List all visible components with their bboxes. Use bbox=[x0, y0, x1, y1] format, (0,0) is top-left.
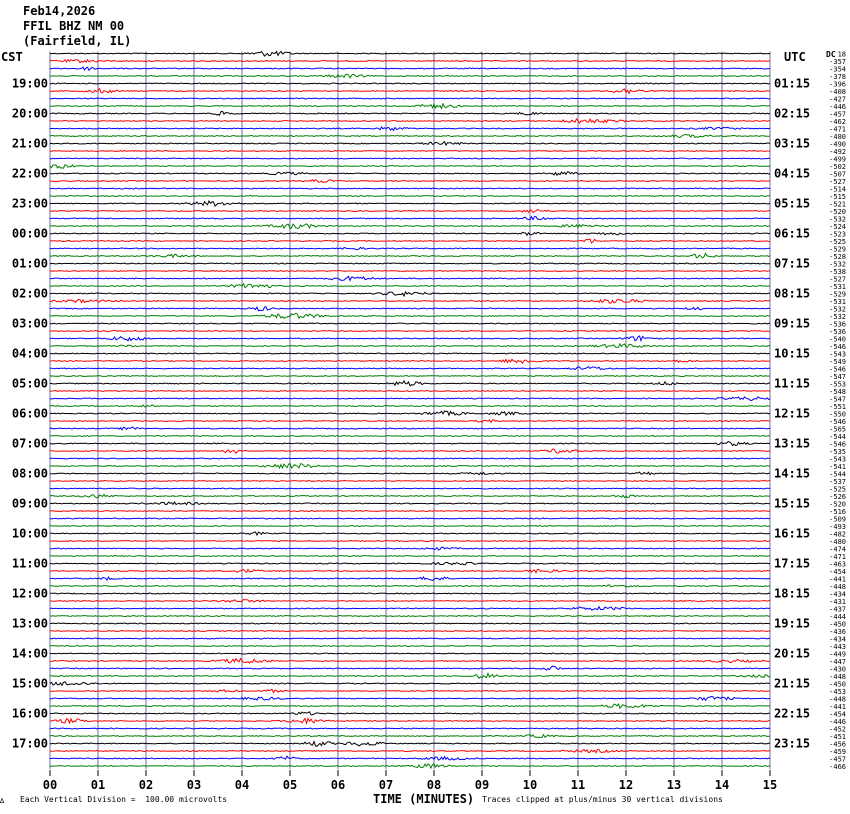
dc-offset-label: -480 bbox=[829, 133, 846, 141]
trace-line bbox=[50, 756, 770, 760]
trace-line bbox=[50, 217, 770, 220]
trace-line bbox=[50, 165, 770, 168]
dc-offset-label: -454 bbox=[829, 710, 846, 719]
right-time-label: 12:15 bbox=[774, 406, 811, 421]
trace-line bbox=[50, 271, 770, 272]
trace-line bbox=[50, 600, 770, 603]
trace-line bbox=[50, 653, 770, 654]
trace-line bbox=[50, 51, 770, 56]
right-time-label: 16:15 bbox=[774, 526, 811, 541]
trace-line bbox=[50, 436, 770, 437]
right-time-label: 20:15 bbox=[774, 646, 811, 661]
left-time-label: 20:00 bbox=[11, 106, 48, 121]
right-time-label: 03:15 bbox=[774, 136, 811, 151]
left-axis-title: CST bbox=[1, 50, 23, 64]
right-time-label: 15:15 bbox=[774, 496, 811, 511]
dc-offset-label: -450 bbox=[829, 620, 846, 629]
dc-offset-label: -531 bbox=[829, 283, 846, 291]
dc-offset-label: -431 bbox=[829, 598, 846, 606]
trace-line bbox=[50, 420, 770, 422]
dc-offset-label: -452 bbox=[829, 725, 846, 734]
trace-line bbox=[50, 353, 770, 354]
dc-offset-label: -448 bbox=[829, 695, 846, 704]
trace-line bbox=[50, 463, 770, 468]
left-time-label: 23:00 bbox=[11, 196, 48, 211]
right-time-label: 17:15 bbox=[774, 556, 811, 571]
right-time-label: 21:15 bbox=[774, 676, 811, 691]
dc-offset-labels bbox=[829, 51, 846, 772]
trace-line bbox=[50, 180, 770, 183]
trace-line bbox=[50, 518, 770, 519]
trace-line bbox=[50, 239, 770, 243]
dc-offset-label: -520 bbox=[829, 500, 846, 509]
dc-offset-label: -547 bbox=[829, 395, 846, 404]
dc-offset-label: -543 bbox=[829, 455, 846, 464]
x-tick-label: 07 bbox=[378, 778, 394, 792]
trace-line bbox=[50, 201, 770, 206]
dc-offset-label: -434 bbox=[829, 590, 846, 599]
trace-line bbox=[50, 313, 770, 318]
trace-line bbox=[50, 135, 770, 138]
dc-offset-label: -544 bbox=[829, 470, 846, 479]
dc-offset-title: DC bbox=[826, 50, 836, 59]
dc-offset-label: -521 bbox=[829, 200, 846, 209]
dc-offset-label: -541 bbox=[829, 463, 846, 471]
dc-offset-label: -450 bbox=[829, 680, 846, 689]
left-time-label: 02:00 bbox=[11, 286, 48, 301]
station-location: (Fairfield, IL) bbox=[23, 34, 132, 48]
dc-offset-label: -451 bbox=[829, 733, 846, 741]
dc-offset-label: -507 bbox=[829, 170, 846, 179]
dc-offset-label: -553 bbox=[829, 380, 846, 389]
trace-line bbox=[50, 427, 770, 430]
left-time-label: 15:00 bbox=[11, 676, 48, 691]
dc-offset-label: -532 bbox=[829, 215, 846, 224]
trace-line bbox=[50, 623, 770, 624]
x-tick-label: 03 bbox=[186, 778, 202, 792]
dc-offset-label: -427 bbox=[829, 95, 846, 104]
left-time-label: 01:00 bbox=[11, 256, 48, 271]
x-axis-ticks bbox=[43, 770, 777, 792]
trace-line bbox=[50, 616, 770, 617]
trace-line bbox=[50, 673, 770, 678]
dc-offset-label: -437 bbox=[829, 605, 846, 614]
trace-line bbox=[50, 494, 770, 498]
trace-line bbox=[50, 742, 770, 747]
trace-line bbox=[50, 488, 770, 489]
dc-offset-label: -536 bbox=[829, 320, 846, 329]
left-time-label: 08:00 bbox=[11, 466, 48, 481]
trace-line bbox=[50, 60, 770, 63]
dc-offset-label: -526 bbox=[829, 493, 846, 501]
trace-line bbox=[50, 284, 770, 288]
dc-offset-label: -546 bbox=[829, 418, 846, 426]
dc-offset-label: -471 bbox=[829, 125, 846, 134]
right-time-label: 13:15 bbox=[774, 436, 811, 451]
dc-offset-label: -525 bbox=[829, 485, 846, 494]
dc-offset-label: -516 bbox=[829, 508, 846, 516]
dc-offset-label: -537 bbox=[829, 478, 846, 486]
x-tick-label: 00 bbox=[42, 778, 58, 792]
trace-line bbox=[50, 593, 770, 594]
left-time-label: 22:00 bbox=[11, 166, 48, 181]
logo: ∆ bbox=[0, 797, 5, 805]
x-tick-label: 12 bbox=[618, 778, 634, 792]
trace-line bbox=[50, 376, 770, 377]
trace-line bbox=[50, 735, 770, 738]
right-time-label: 07:15 bbox=[774, 256, 811, 271]
trace-line bbox=[50, 142, 770, 145]
dc-offset-label: -529 bbox=[829, 290, 846, 299]
trace-line bbox=[50, 188, 770, 189]
dc-offset-label: -532 bbox=[829, 260, 846, 269]
trace-line bbox=[50, 697, 770, 701]
dc-offset-label: -456 bbox=[829, 740, 846, 749]
dc-offset-label: -441 bbox=[829, 703, 846, 711]
right-time-label: 19:15 bbox=[774, 616, 811, 631]
dc-offset-label: -565 bbox=[829, 425, 846, 434]
trace-line bbox=[50, 151, 770, 152]
trace-line bbox=[50, 89, 770, 94]
trace-line bbox=[50, 104, 770, 109]
right-time-label: 10:15 bbox=[774, 346, 811, 361]
dc-offset-label: -499 bbox=[829, 155, 846, 164]
trace-line bbox=[50, 83, 770, 84]
trace-line bbox=[50, 253, 770, 258]
dc-offset-label: -447 bbox=[829, 658, 846, 666]
right-time-labels bbox=[774, 77, 810, 751]
left-time-label: 14:00 bbox=[11, 646, 48, 661]
plot-date: Feb14,2026 bbox=[23, 4, 96, 18]
trace-line bbox=[50, 607, 770, 610]
dc-offset-label: -543 bbox=[829, 350, 846, 359]
dc-offset-label: -436 bbox=[829, 628, 846, 636]
trace-line bbox=[50, 74, 770, 77]
left-time-label: 03:00 bbox=[11, 316, 48, 331]
dc-offset-label: -434 bbox=[829, 635, 846, 644]
dc-offset-label: -462 bbox=[829, 118, 846, 126]
dc-offset-label: -514 bbox=[829, 185, 846, 194]
dc-offset-label: -449 bbox=[829, 650, 846, 659]
right-time-label: 11:15 bbox=[774, 376, 811, 391]
dc-offset-label: -532 bbox=[829, 305, 846, 314]
dc-offset-label: -544 bbox=[829, 433, 846, 441]
dc-offset-label: -532 bbox=[829, 313, 846, 321]
right-time-label: 22:15 bbox=[774, 706, 811, 721]
x-tick-label: 15 bbox=[762, 778, 778, 792]
trace-line bbox=[50, 502, 770, 505]
trace-line bbox=[50, 344, 770, 348]
dc-offset-label: -540 bbox=[829, 335, 846, 344]
trace-line bbox=[50, 331, 770, 332]
dc-offset-label: 18 bbox=[837, 50, 846, 59]
trace-line bbox=[50, 442, 770, 446]
left-time-labels bbox=[12, 77, 48, 751]
left-time-label: 11:00 bbox=[11, 556, 48, 571]
dc-offset-label: -492 bbox=[829, 148, 846, 156]
trace-line bbox=[50, 127, 770, 130]
dc-offset-label: -357 bbox=[829, 58, 846, 66]
dc-offset-label: -459 bbox=[829, 748, 846, 756]
trace-line bbox=[50, 638, 770, 639]
trace-line bbox=[50, 292, 770, 296]
trace-line bbox=[50, 119, 770, 123]
trace-line bbox=[50, 98, 770, 99]
trace-line bbox=[50, 764, 770, 768]
right-time-label: 06:15 bbox=[774, 226, 811, 241]
right-time-label: 01:15 bbox=[774, 76, 811, 91]
trace-line bbox=[50, 232, 770, 235]
dc-offset-label: -502 bbox=[829, 163, 846, 171]
dc-offset-label: -527 bbox=[829, 275, 846, 284]
dc-offset-label: -524 bbox=[829, 223, 846, 231]
trace-line bbox=[50, 307, 770, 311]
right-time-label: 23:15 bbox=[774, 736, 811, 751]
trace-line bbox=[50, 718, 770, 723]
trace-line bbox=[50, 449, 770, 453]
dc-offset-label: -549 bbox=[829, 358, 846, 366]
seismic-traces bbox=[50, 51, 770, 768]
left-time-label: 19:00 bbox=[11, 76, 48, 91]
trace-line bbox=[50, 209, 770, 212]
trace-line bbox=[50, 631, 770, 632]
left-time-label: 21:00 bbox=[11, 136, 48, 151]
trace-line bbox=[50, 646, 770, 647]
trace-line bbox=[50, 336, 770, 341]
trace-line bbox=[50, 263, 770, 264]
station-id: FFIL BHZ NM 00 bbox=[23, 19, 125, 33]
trace-line bbox=[50, 67, 770, 70]
trace-line bbox=[50, 585, 770, 587]
trace-line bbox=[50, 666, 770, 670]
dc-offset-label: -546 bbox=[829, 440, 846, 449]
dc-offset-label: -520 bbox=[829, 208, 846, 216]
x-tick-label: 10 bbox=[522, 778, 538, 792]
right-time-label: 18:15 bbox=[774, 586, 811, 601]
dc-offset-label: -430 bbox=[829, 665, 846, 674]
trace-line bbox=[50, 749, 770, 752]
dc-offset-label: -448 bbox=[829, 673, 846, 681]
dc-offset-label: -550 bbox=[829, 410, 846, 419]
dc-offset-label: -509 bbox=[829, 515, 846, 524]
x-tick-label: 09 bbox=[474, 778, 490, 792]
trace-line bbox=[50, 411, 770, 415]
trace-line bbox=[50, 532, 770, 535]
dc-offset-label: -446 bbox=[829, 103, 846, 111]
clip-note: Traces clipped at plus/minus 30 vertical divisions bbox=[482, 795, 723, 804]
left-time-label: 16:00 bbox=[11, 706, 48, 721]
trace-line bbox=[50, 276, 770, 280]
right-time-label: 04:15 bbox=[774, 166, 811, 181]
dc-offset-label: -378 bbox=[829, 73, 846, 81]
trace-line bbox=[50, 299, 770, 303]
trace-line bbox=[50, 397, 770, 401]
dc-offset-label: -482 bbox=[829, 530, 846, 539]
dc-offset-label: -443 bbox=[829, 643, 846, 651]
x-tick-label: 02 bbox=[138, 778, 154, 792]
trace-line bbox=[50, 526, 770, 527]
dc-offset-label: -444 bbox=[829, 613, 846, 621]
x-tick-label: 14 bbox=[714, 778, 730, 792]
trace-line bbox=[50, 556, 770, 557]
trace-line bbox=[50, 367, 770, 370]
dc-offset-label: -527 bbox=[829, 178, 846, 186]
dc-offset-label: -457 bbox=[829, 755, 846, 764]
trace-line bbox=[50, 541, 770, 542]
dc-offset-label: -535 bbox=[829, 448, 846, 456]
dc-offset-label: -538 bbox=[829, 268, 846, 276]
dc-offset-label: -515 bbox=[829, 193, 846, 201]
x-tick-label: 01 bbox=[90, 778, 106, 792]
trace-line bbox=[50, 569, 770, 572]
left-time-label: 04:00 bbox=[11, 346, 48, 361]
left-time-label: 05:00 bbox=[11, 376, 48, 391]
trace-line bbox=[50, 682, 770, 686]
dc-offset-label: -525 bbox=[829, 238, 846, 246]
dc-offset-label: -546 bbox=[829, 343, 846, 351]
dc-offset-label: -531 bbox=[829, 298, 846, 306]
left-time-label: 09:00 bbox=[11, 496, 48, 511]
trace-line bbox=[50, 359, 770, 363]
trace-line bbox=[50, 158, 770, 159]
dc-offset-label: -536 bbox=[829, 328, 846, 336]
trace-line bbox=[50, 547, 770, 550]
left-time-label: 06:00 bbox=[11, 406, 48, 421]
right-axis-title: UTC bbox=[784, 50, 806, 64]
trace-line bbox=[50, 405, 770, 407]
trace-line bbox=[50, 562, 770, 564]
dc-offset-label: -453 bbox=[829, 688, 846, 696]
dc-offset-label: -528 bbox=[829, 253, 846, 261]
trace-line bbox=[50, 111, 770, 115]
left-time-label: 07:00 bbox=[11, 436, 48, 451]
trace-line bbox=[50, 481, 770, 482]
trace-line bbox=[50, 458, 770, 459]
trace-line bbox=[50, 577, 770, 581]
dc-offset-label: -551 bbox=[829, 403, 846, 411]
dc-offset-label: -529 bbox=[829, 245, 846, 254]
dc-offset-label: -463 bbox=[829, 560, 846, 569]
right-time-label: 09:15 bbox=[774, 316, 811, 331]
x-tick-label: 11 bbox=[570, 778, 586, 792]
dc-offset-label: -446 bbox=[829, 718, 846, 726]
dc-offset-label: -454 bbox=[829, 568, 846, 576]
dc-offset-label: -396 bbox=[829, 80, 846, 89]
dc-offset-label: -354 bbox=[829, 65, 846, 74]
left-time-label: 10:00 bbox=[11, 526, 48, 541]
dc-offset-label: -448 bbox=[829, 583, 846, 591]
dc-offset-label: -548 bbox=[829, 388, 846, 396]
trace-line bbox=[50, 728, 770, 729]
trace-line bbox=[50, 472, 770, 475]
dc-offset-label: -480 bbox=[829, 538, 846, 546]
dc-offset-label: -441 bbox=[829, 575, 846, 584]
x-tick-label: 04 bbox=[234, 778, 250, 792]
dc-offset-label: -474 bbox=[829, 545, 846, 554]
x-tick-label: 08 bbox=[426, 778, 442, 792]
trace-line bbox=[50, 712, 770, 715]
right-time-label: 05:15 bbox=[774, 196, 811, 211]
left-time-label: 12:00 bbox=[11, 586, 48, 601]
left-time-label: 13:00 bbox=[11, 616, 48, 631]
dc-offset-label: -523 bbox=[829, 230, 846, 239]
trace-line bbox=[50, 172, 770, 175]
x-tick-label: 13 bbox=[666, 778, 682, 792]
left-time-label: 00:00 bbox=[11, 226, 48, 241]
x-axis-label: TIME (MINUTES) bbox=[373, 792, 475, 806]
trace-line bbox=[50, 511, 770, 512]
right-time-label: 14:15 bbox=[774, 466, 811, 481]
dc-offset-label: -457 bbox=[829, 110, 846, 119]
trace-line bbox=[50, 323, 770, 324]
trace-line bbox=[50, 704, 770, 708]
dc-offset-label: -493 bbox=[829, 523, 846, 531]
right-time-label: 02:15 bbox=[774, 106, 811, 121]
dc-offset-label: -490 bbox=[829, 140, 846, 149]
trace-line bbox=[50, 196, 770, 197]
dc-offset-label: -547 bbox=[829, 373, 846, 381]
dc-offset-label: -408 bbox=[829, 88, 846, 96]
x-tick-label: 05 bbox=[282, 778, 298, 792]
trace-line bbox=[50, 659, 770, 664]
x-tick-label: 06 bbox=[330, 778, 346, 792]
dc-offset-label: -471 bbox=[829, 553, 846, 561]
dc-offset-label: -546 bbox=[829, 365, 846, 374]
trace-line bbox=[50, 391, 770, 392]
left-time-label: 17:00 bbox=[11, 736, 48, 751]
right-time-label: 08:15 bbox=[774, 286, 811, 301]
scale-note: Each Vertical Division = 100.00 microvolts bbox=[20, 795, 228, 804]
dc-offset-label: -466 bbox=[829, 763, 846, 771]
trace-line bbox=[50, 224, 770, 229]
trace-line bbox=[50, 381, 770, 386]
trace-line bbox=[50, 247, 770, 249]
trace-line bbox=[50, 689, 770, 692]
